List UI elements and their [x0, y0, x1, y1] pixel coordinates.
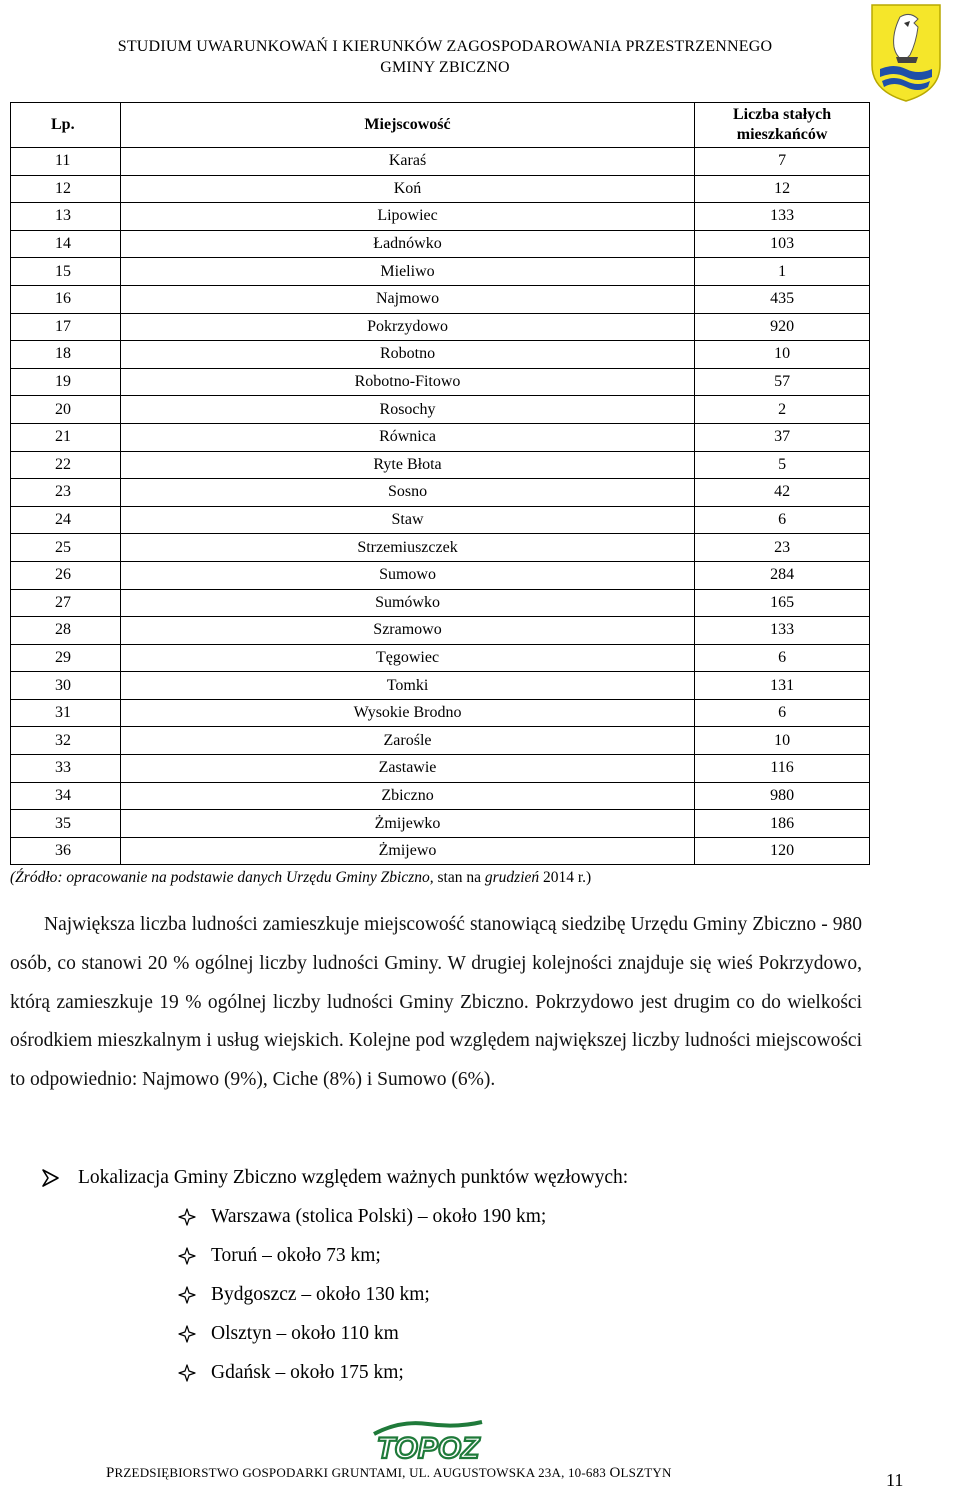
cell-count: 7	[695, 148, 870, 176]
cell-lp: 13	[11, 203, 121, 231]
cell-place: Mieliwo	[120, 258, 694, 286]
location-heading-text: Lokalizacja Gminy Zbiczno względem ważnych punktów węzłowych:	[78, 1167, 629, 1188]
table-row	[11, 368, 870, 396]
table-row	[11, 534, 870, 562]
table-row	[11, 230, 870, 258]
footer-company	[106, 1465, 672, 1482]
cell-place: Ładnówko	[120, 230, 694, 258]
cell-count: 6	[695, 506, 870, 534]
cell-lp: 30	[11, 672, 121, 700]
cell-count: 133	[695, 617, 870, 645]
distance-list	[178, 1198, 546, 1392]
source-plain-2: 2014 r.)	[539, 869, 592, 886]
population-table	[10, 102, 870, 865]
cell-lp: 15	[11, 258, 121, 286]
table-row	[11, 727, 870, 755]
distance-item	[178, 1354, 546, 1393]
cell-lp: 25	[11, 534, 121, 562]
cell-place: Sumowo	[120, 561, 694, 589]
table-row	[11, 782, 870, 810]
star-bullet-icon	[178, 1247, 196, 1265]
logo-text: TOPOZ	[376, 1432, 480, 1465]
column-header-lp: Lp.	[11, 103, 121, 148]
cell-place: Zarośle	[120, 727, 694, 755]
cell-count: 57	[695, 368, 870, 396]
cell-place: Staw	[120, 506, 694, 534]
paragraph-text: Największa liczba ludności zamieszkuje miejscowość stanowiącą siedzibę Urzędu Gminy Zbiczno - 980 osób, co stanowi 20 % ogólnej liczby ludności Gminy. W drugiej kolejności znajduje się wieś Pokrzydowo, którą zamieszkuje 19 % ogólnej liczby ludności Gminy Zbiczno. Pokrzydowo jest drugim co do wielkości ośrodkiem mieszkalnym i usług wiejskich. Kolejne pod względem największej liczby ludności miejscowości to odpowiednio: Najmowo (9%), Ciche (8%) i Sumowo (6%).	[10, 914, 862, 1091]
distance-item	[178, 1198, 546, 1237]
cell-count: 6	[695, 644, 870, 672]
table-row	[11, 451, 870, 479]
cell-count: 23	[695, 534, 870, 562]
cell-place: Najmowo	[120, 285, 694, 313]
cell-lp: 11	[11, 148, 121, 176]
cell-count: 10	[695, 727, 870, 755]
cell-place: Strzemiuszczek	[120, 534, 694, 562]
cell-count: 10	[695, 341, 870, 369]
cell-lp: 31	[11, 699, 121, 727]
table-row	[11, 341, 870, 369]
table-row	[11, 672, 870, 700]
cell-lp: 24	[11, 506, 121, 534]
table-row	[11, 203, 870, 231]
cell-lp: 32	[11, 727, 121, 755]
cell-lp: 36	[11, 837, 121, 865]
distance-item-text: Olsztyn – około 110 km	[211, 1323, 399, 1345]
cell-count: 120	[695, 837, 870, 865]
table-row	[11, 479, 870, 507]
cell-count: 920	[695, 313, 870, 341]
table-row	[11, 810, 870, 838]
cell-count: 42	[695, 479, 870, 507]
table-row	[11, 837, 870, 865]
cell-place: Sosno	[120, 479, 694, 507]
cell-lp: 23	[11, 479, 121, 507]
cell-place: Robotno	[120, 341, 694, 369]
population-summary-paragraph	[10, 906, 862, 1100]
star-bullet-icon	[178, 1208, 196, 1226]
cell-place: Koń	[120, 175, 694, 203]
cell-place: Tomki	[120, 672, 694, 700]
document-header	[40, 36, 850, 78]
source-plain-1: stan na	[433, 869, 485, 886]
cell-place: Zbiczno	[120, 782, 694, 810]
table-row	[11, 755, 870, 783]
cell-place: Karaś	[120, 148, 694, 176]
table-row	[11, 258, 870, 286]
cell-lp: 14	[11, 230, 121, 258]
cell-lp: 27	[11, 589, 121, 617]
arrow-bullet-icon	[40, 1168, 60, 1188]
cell-lp: 19	[11, 368, 121, 396]
cell-count: 133	[695, 203, 870, 231]
header-line-1: STUDIUM UWARUNKOWAŃ I KIERUNKÓW ZAGOSPODAROWANIA PRZESTRZENNEGO	[117, 38, 773, 55]
cell-count: 435	[695, 285, 870, 313]
cell-lp: 26	[11, 561, 121, 589]
cell-count: 37	[695, 423, 870, 451]
star-bullet-icon	[178, 1325, 196, 1343]
cell-place: Zastawie	[120, 755, 694, 783]
cell-count: 284	[695, 561, 870, 589]
star-bullet-icon	[178, 1364, 196, 1382]
cell-place: Ryte Błota	[120, 451, 694, 479]
cell-lp: 35	[11, 810, 121, 838]
table-row	[11, 617, 870, 645]
distance-item	[178, 1315, 546, 1354]
cell-count: 980	[695, 782, 870, 810]
footer-p-cap: P	[106, 1465, 115, 1481]
cell-count: 131	[695, 672, 870, 700]
cell-lp: 34	[11, 782, 121, 810]
cell-place: Równica	[120, 423, 694, 451]
footer-o-cap: O	[609, 1465, 621, 1481]
cell-lp: 22	[11, 451, 121, 479]
distance-item-text: Toruń – około 73 km;	[211, 1245, 381, 1267]
distance-item	[178, 1237, 546, 1276]
source-italic-1: (Źródło: opracowanie na podstawie danych Urzędu Gminy Zbiczno,	[10, 869, 434, 886]
cell-lp: 28	[11, 617, 121, 645]
table-row	[11, 589, 870, 617]
cell-lp: 21	[11, 423, 121, 451]
municipality-crest-icon	[870, 3, 942, 103]
column-header-place: Miejscowość	[120, 103, 694, 148]
cell-count: 2	[695, 396, 870, 424]
table-row	[11, 396, 870, 424]
table-row	[11, 285, 870, 313]
source-italic-2: grudzień	[484, 869, 540, 886]
table-row	[11, 175, 870, 203]
cell-lp: 18	[11, 341, 121, 369]
cell-lp: 20	[11, 396, 121, 424]
topoz-logo-icon	[370, 1420, 486, 1466]
cell-lp: 33	[11, 755, 121, 783]
cell-place: Lipowiec	[120, 203, 694, 231]
cell-place: Szramowo	[120, 617, 694, 645]
cell-place: Pokrzydowo	[120, 313, 694, 341]
cell-place: Tęgowiec	[120, 644, 694, 672]
cell-count: 5	[695, 451, 870, 479]
cell-lp: 17	[11, 313, 121, 341]
cell-count: 1	[695, 258, 870, 286]
table-row	[11, 506, 870, 534]
distance-item-text: Gdańsk – około 175 km;	[211, 1362, 404, 1383]
cell-place: Żmijewo	[120, 837, 694, 865]
table-row	[11, 313, 870, 341]
star-bullet-icon	[178, 1286, 196, 1304]
cell-place: Żmijewko	[120, 810, 694, 838]
table-row	[11, 561, 870, 589]
table-row	[11, 148, 870, 176]
distance-item	[178, 1276, 546, 1315]
location-heading	[40, 1160, 628, 1196]
cell-lp: 29	[11, 644, 121, 672]
cell-place: Sumówko	[120, 589, 694, 617]
footer-o-rest: LSZTYN	[620, 1465, 672, 1480]
column-header-count: Liczba stałych mieszkańców	[695, 103, 870, 148]
header-line-2: GMINY ZBICZNO	[380, 59, 510, 76]
cell-count: 103	[695, 230, 870, 258]
page-number: 11	[886, 1470, 904, 1490]
footer-p-rest: RZEDSIĘBIORSTWO GOSPODARKI GRUNTAMI, UL. AUGUSTOWSKA 23A, 10-683	[114, 1465, 610, 1480]
distance-item-text: Warszawa (stolica Polski) – około 190 km;	[211, 1206, 547, 1228]
cell-count: 165	[695, 589, 870, 617]
table-source-note	[10, 868, 591, 888]
cell-lp: 12	[11, 175, 121, 203]
table-row	[11, 423, 870, 451]
distance-item-text: Bydgoszcz – około 130 km;	[211, 1284, 430, 1306]
cell-place: Rosochy	[120, 396, 694, 424]
cell-count: 116	[695, 755, 870, 783]
cell-place: Wysokie Brodno	[120, 699, 694, 727]
cell-place: Robotno-Fitowo	[120, 368, 694, 396]
table-row	[11, 644, 870, 672]
cell-count: 6	[695, 699, 870, 727]
cell-count: 186	[695, 810, 870, 838]
cell-count: 12	[695, 175, 870, 203]
table-header-row	[11, 103, 870, 148]
table-row	[11, 699, 870, 727]
cell-lp: 16	[11, 285, 121, 313]
